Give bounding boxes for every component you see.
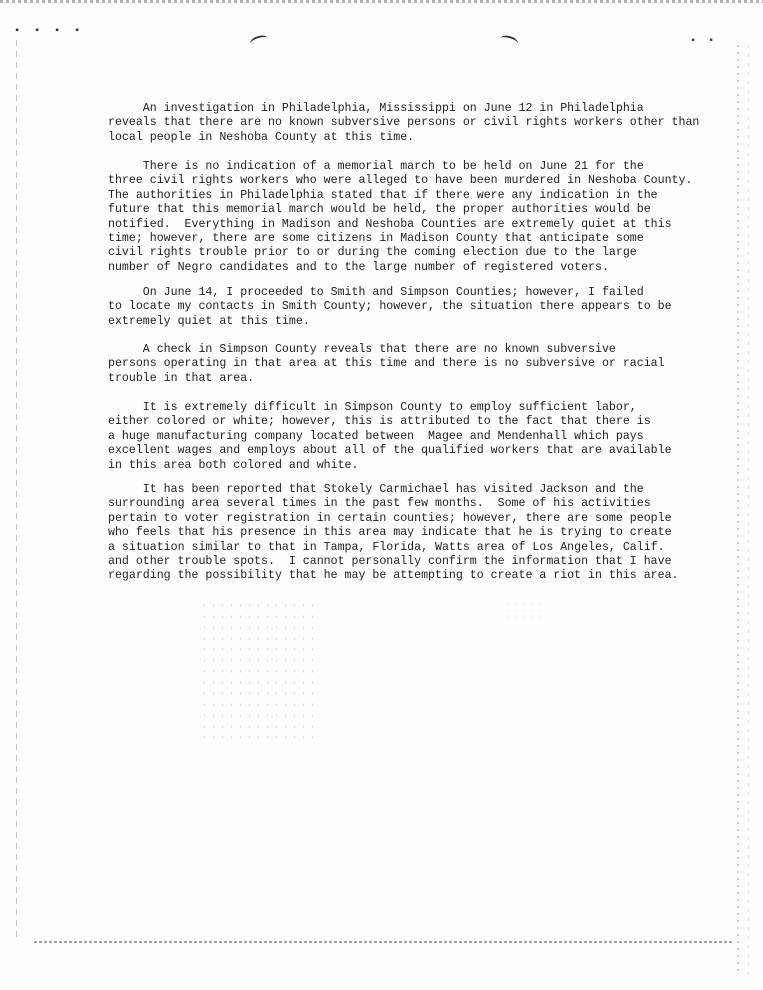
scan-speckle-area-small [505, 600, 545, 620]
paragraph-simpson-check: A check in Simpson County reveals that there are no known subversive persons operating in that area at this time and there is no subversive or racial trouble in that area. [108, 343, 665, 385]
paragraph-philadelphia-investigation: An investigation in Philadelphia, Mississippi on June 12 in Philadelphia reveals that there are no known subversive persons or civil rights workers other than local people in Neshoba County at this time. [108, 102, 700, 144]
scan-right-edge [737, 45, 739, 975]
scan-bottom-edge [34, 941, 734, 943]
punch-mark-right [499, 34, 519, 49]
scan-corner-mark-right: ▪ ▪ [690, 36, 718, 47]
paragraph-memorial-march: There is no indication of a memorial march to be held on June 21 for the three civil rights workers who were alleged to have been murdered in Neshoba County. The authorities in Philadelphia stated that if there were any indication in the future that this memorial march would be held, the proper authorities would be notified. Everything in Madison and Neshoba Counties are extremely quiet at this time; however, there are some citizens in Madison County that anticipate some civil rights trouble prior to or during the coming election due to the large number of Negro candidates and to the large number of registered voters. [108, 160, 693, 274]
scan-left-edge [16, 40, 17, 940]
scan-top-edge [0, 0, 763, 3]
punch-mark-left [249, 33, 269, 48]
paragraph-labor-shortage: It is extremely difficult in Simpson County to employ sufficient labor, either colored or white; however, this is attributed to the fact that there is a huge manufacturing company located between Magee and Mendenhall which pays excellent wages and employs about all of the qualified workers that are available in this area both colored and white. [108, 401, 672, 472]
paragraph-carmichael-report: It has been reported that Stokely Carmichael has visited Jackson and the surrounding area several times in the past few months. Some of his activities pertain to voter registration in certain counties; however, there are some people who feels that his presence in this area may indicate that he is trying to create a situation similar to that in Tampa, Florida, Watts area of Los Angeles, Calif. and other trouble spots. I cannot personally confirm the information that I have regarding the possibility that he may be attempting to create a riot in this area. [108, 483, 679, 583]
scan-right-edge-secondary [748, 45, 749, 975]
scan-speckle-area [200, 600, 320, 740]
paragraph-smith-simpson-visit: On June 14, I proceeded to Smith and Simpson Counties; however, I failed to locate my contacts in Smith County; however, the situation there appears to be extremely quiet at this time. [108, 286, 672, 328]
scan-corner-mark-left: ▪ ▪ ▪ ▪ [14, 26, 85, 37]
